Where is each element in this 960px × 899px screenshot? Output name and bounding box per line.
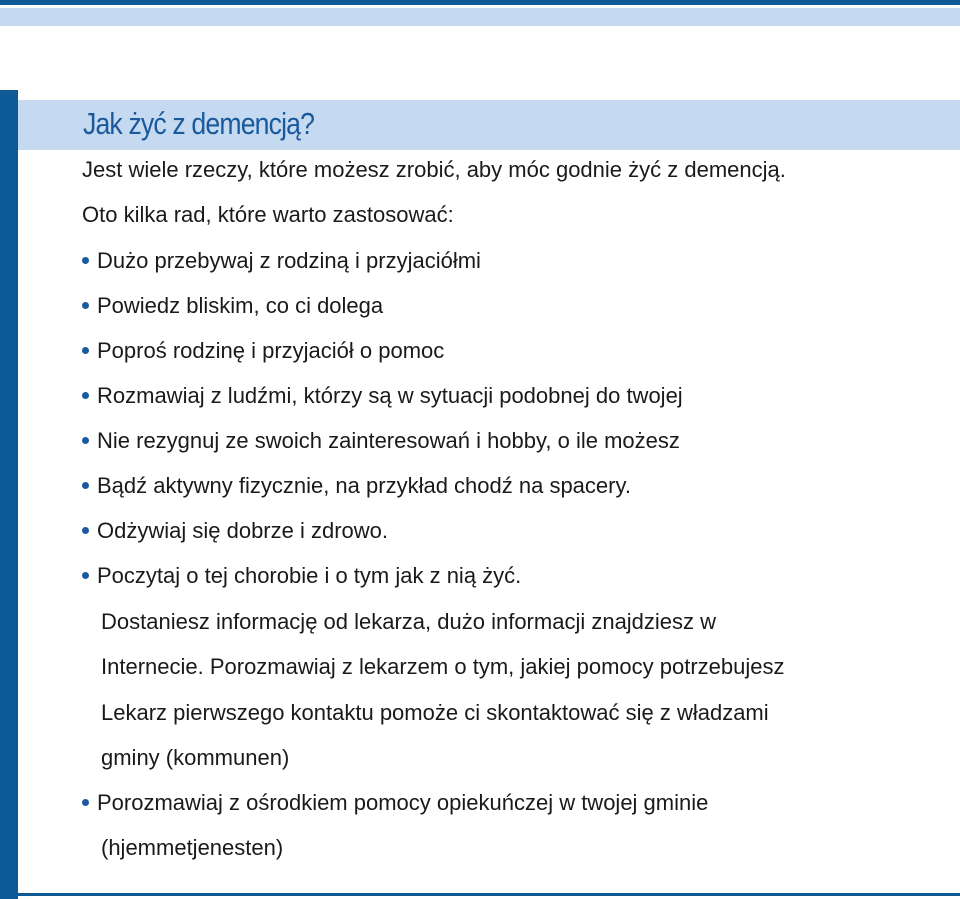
list-item-text: Dużo przebywaj z rodziną i przyjaciółmi — [97, 248, 481, 273]
bullet-icon — [82, 257, 89, 264]
list-item-text: Powiedz bliskim, co ci dolega — [97, 293, 384, 318]
info-line: gminy (kommunen) — [101, 745, 290, 770]
list-item — [82, 336, 444, 366]
list-item — [82, 516, 388, 546]
bullet-icon — [82, 799, 89, 806]
list-item-text: Odżywiaj się dobrze i zdrowo. — [97, 518, 389, 543]
list-item — [82, 561, 521, 591]
bullet-icon — [82, 437, 89, 444]
info-line: Lekarz pierwszego kontaktu pomoże ci skontaktować się z władzami — [101, 700, 769, 725]
top-rule-light — [0, 8, 960, 26]
bullet-icon — [82, 392, 89, 399]
info-line: Dostaniesz informację od lekarza, dużo informacji znajdziesz w — [101, 609, 717, 634]
list-item — [82, 471, 631, 501]
bullet-icon — [82, 302, 89, 309]
list-item-text: Rozmawiaj z ludźmi, którzy są w sytuacji podobnej do twojej — [97, 383, 683, 408]
bottom-rule — [18, 893, 960, 896]
list-item-text: Nie rezygnuj ze swoich zainteresowań i hobby, o ile możesz — [97, 428, 680, 453]
bullet-icon — [82, 527, 89, 534]
page-heading: Jak żyć z demencją? — [83, 106, 315, 141]
info-line: Internecie. Porozmawiaj z lekarzem o tym, jakiej pomocy potrzebujesz — [101, 654, 785, 679]
bullet-icon — [82, 482, 89, 489]
list-item — [82, 426, 680, 456]
list-item-text: Poproś rodzinę i przyjaciół o pomoc — [97, 338, 445, 363]
list-item-text: Porozmawiaj z ośrodkiem pomocy opiekuńczej w twojej gminie — [97, 790, 709, 815]
list-item — [82, 246, 481, 276]
intro-line: Oto kilka rad, które warto zastosować: — [82, 202, 454, 227]
list-item — [82, 381, 683, 411]
bullet-icon — [82, 572, 89, 579]
bullet-icon — [82, 347, 89, 354]
left-accent-bar — [0, 90, 18, 899]
list-item-continuation: (hjemmetjenesten) — [101, 835, 284, 860]
list-item — [82, 788, 708, 818]
list-item-text: Poczytaj o tej chorobie i o tym jak z nią żyć. — [97, 563, 522, 588]
top-rule-dark — [0, 0, 960, 5]
list-item-text: Bądź aktywny fizycznie, na przykład chodź na spacery. — [97, 473, 631, 498]
list-item — [82, 291, 383, 321]
intro-line: Jest wiele rzeczy, które możesz zrobić, aby móc godnie żyć z demencją. — [82, 157, 786, 182]
